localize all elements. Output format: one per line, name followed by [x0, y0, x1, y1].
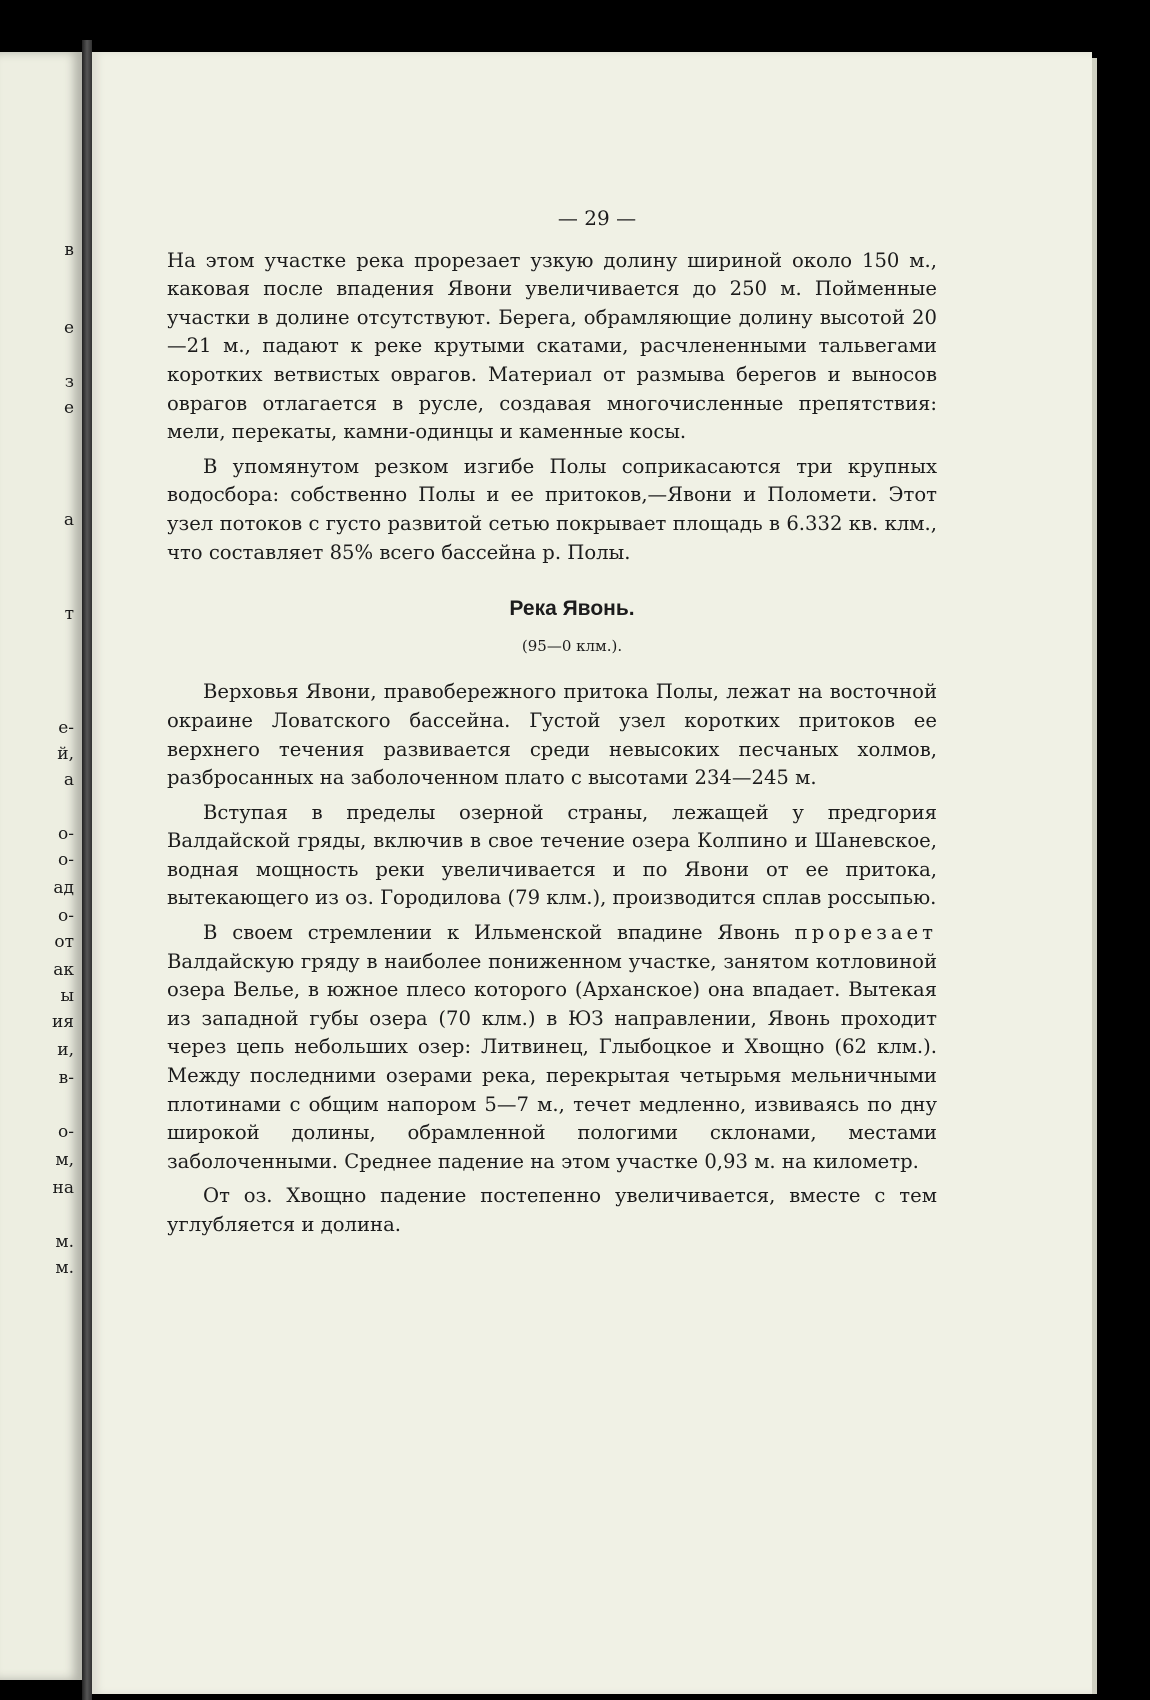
- left-page-fragment: ад: [53, 878, 74, 898]
- left-page-fragment: м.: [55, 1258, 74, 1278]
- left-page-fragment: в: [64, 240, 74, 260]
- left-page-fragment: от: [54, 932, 74, 952]
- left-page-fragment: а: [63, 510, 74, 530]
- paragraph-4: Вступая в пределы озерной страны, лежащей у предгория Валдайской гряды, включив в свое течение озера Колпино и Шаневское, водная мощность реки увеличивается и по Явони от ее притока, вытекающего из оз. Городилова (79 клм.), производится сплав россыпью.: [167, 800, 937, 910]
- left-page-fragment: ия: [51, 1012, 74, 1032]
- left-page-fragment: о-: [58, 906, 74, 926]
- left-facing-page: [0, 52, 82, 1680]
- left-page-fragment: о-: [58, 850, 74, 870]
- left-page-fragment: й,: [57, 744, 74, 764]
- page-edge: [1092, 58, 1097, 1694]
- left-page-fragment: о-: [58, 1122, 74, 1142]
- main-page: [92, 52, 1092, 1694]
- left-page-fragment: з: [64, 372, 74, 392]
- spaced-word: прорезает: [794, 921, 937, 945]
- left-page-fragment: м.: [55, 1232, 74, 1252]
- paragraph-5: [167, 919, 937, 1176]
- paragraph-5-rest: Валдайскую гряду в наиболее пониженном участке, занятом котловиной озера Велье, в южное плесо которого (Арханское) она впадает. Вытекая из западной губы озера (70 клм.) в ЮЗ направлении, Явонь проходит через цепь небольших озер: Литвинец, Глыбоцкое и Хвощно (62 клм.). Между последними озерами река, перекрытая четырьмя мельничными плотинами с общим напором 5—7 м., течет медленно, извиваясь по дну широкой долины, обрамленной пологими склонами, местами заболоченными. Среднее падение на этом участке 0,93 м. на километр.: [167, 949, 937, 1173]
- paragraph-2: В упомянутом резком изгибе Полы соприкасаются три крупных водосбора: собственно Полы и ее притоков,—Явони и Поломети. Этот узел потоков с густо развитой сетью покрывает площадь в 6.332 кв. клм., что составляет 85% всего бассейна р. Полы.: [167, 454, 937, 564]
- paragraph-6: От оз. Хвощно падение постепенно увеличивается, вместе с тем углубляется и долина.: [167, 1184, 937, 1236]
- left-page-fragment: е-: [58, 718, 74, 738]
- left-page-fragment: ы: [60, 986, 74, 1006]
- paragraph-5-start: В своем стремлении к Ильменской впадине Явонь: [203, 921, 795, 945]
- text-block: [167, 204, 937, 1240]
- page-number: — 29 —: [557, 206, 637, 230]
- book-spine: [82, 40, 92, 1700]
- paragraph-3: Верховья Явони, правобережного притока Полы, лежат на восточной окраине Ловатского бассейна. Густой узел коротких притоков ее верхнего течения развивается среди невысоких песчаных холмов, разбросанных на заболоченном плато с высотами 234—245 м.: [167, 680, 937, 790]
- left-page-fragment: е: [63, 398, 74, 418]
- left-page-fragment: в-: [58, 1068, 74, 1088]
- left-page-fragment: м,: [55, 1150, 74, 1170]
- left-page-fragment: на: [52, 1178, 74, 1198]
- left-page-fragment: и,: [57, 1040, 74, 1060]
- left-page-fragment: о-: [58, 824, 74, 844]
- left-page-fragment: е: [63, 318, 74, 338]
- left-page-fragment: ак: [53, 960, 74, 980]
- section-subtitle: (95—0 клм.).: [521, 636, 623, 655]
- section-title: Река Явонь.: [509, 597, 635, 621]
- left-page-fragment: т: [64, 604, 74, 624]
- paragraph-1: На этом участке река прорезает узкую долину шириной около 150 м., каковая после впадения Явони увеличивается до 250 м. Пойменные участки в долине отсутствуют. Берега, обрамляющие долину высотой 20—21 м., падают к реке крутыми скатами, расчлененными тальвегами коротких ветвистых оврагов. Материал от размыва берегов и выносов оврагов отлагается в русле, создавая многочисленные препятствия: мели, перекаты, камни-одинцы и каменные косы.: [167, 248, 937, 444]
- left-page-fragment: а: [63, 770, 74, 790]
